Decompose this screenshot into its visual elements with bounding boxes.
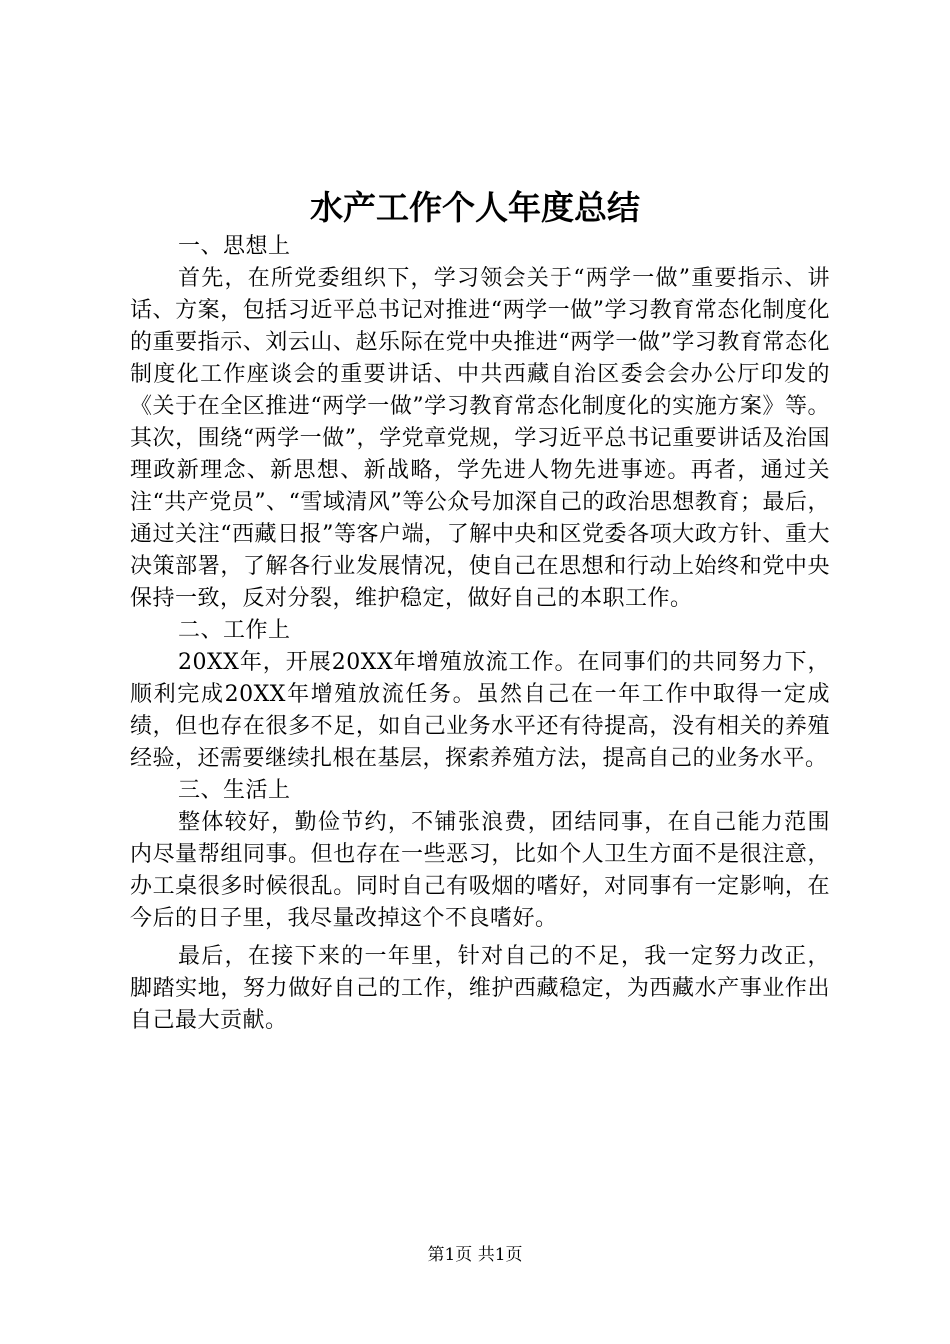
section-heading-life: 三、生活上 <box>178 778 291 803</box>
document-title: 水产工作个人年度总结 <box>310 188 640 227</box>
paragraph-thought: 首先，在所党委组织下，学习领会关于“两学一做”重要指示、讲话、方案，包括习近平总书记对推进“两学一做”学习教育常态化制度化的重要指示、刘云山、赵乐际在党中央推进“两学一做”学习教育常态化制度化工作座谈会的重要讲话、中共西藏自治区委会会办公厅印发的《关于在全区推进“两学一做”学习教育常态化制度化的实施方案》等。其次，围绕“两学一做”，学党章党规，学习近平总书记重要讲话及治国理政新理念、新思想、新战略，学先进人物先进事迹。再者，通过关注“共产党员”、“雪域清风”等公众号加深自己的政治思想教育；最后，通过关注“西藏日报”等客户端，了解中央和区党委各项大政方针、重大决策部署，了解各行业发展情况，使自己在思想和行动上始终和党中央保持一致，反对分裂，维护稳定，做好自己的本职工作。 <box>130 266 830 611</box>
section-heading-thought: 一、思想上 <box>178 234 291 259</box>
paragraph-conclusion: 最后，在接下来的一年里，针对自己的不足，我一定努力改正，脚踏实地，努力做好自己的工作，维护西藏稳定，为西藏水产事业作出自己最大贡献。 <box>130 944 830 1033</box>
paragraph-work: 20XX年，开展20XX年增殖放流工作。在同事们的共同努力下，顺利完成20XX年增殖放流任务。虽然自己在一年工作中取得一定成绩，但也存在很多不足，如自己业务水平还有待提高，没有相关的养殖经验，还需要继续扎根在基层，探索养殖方法，提高自己的业务水平。 <box>130 650 830 771</box>
page-footer: 第1页 共1页 <box>427 1245 523 1265</box>
paragraph-life: 整体较好，勤俭节约，不铺张浪费，团结同事，在自己能力范围内尽量帮组同事。但也存在一些恶习，比如个人卫生方面不是很注意，办工桌很多时候很乱。同时自己有吸烟的嗜好，对同事有一定影响，在今后的日子里，我尽量改掉这个不良嗜好。 <box>130 810 830 931</box>
section-heading-work: 二、工作上 <box>178 618 291 643</box>
document-body <box>130 231 830 1037</box>
